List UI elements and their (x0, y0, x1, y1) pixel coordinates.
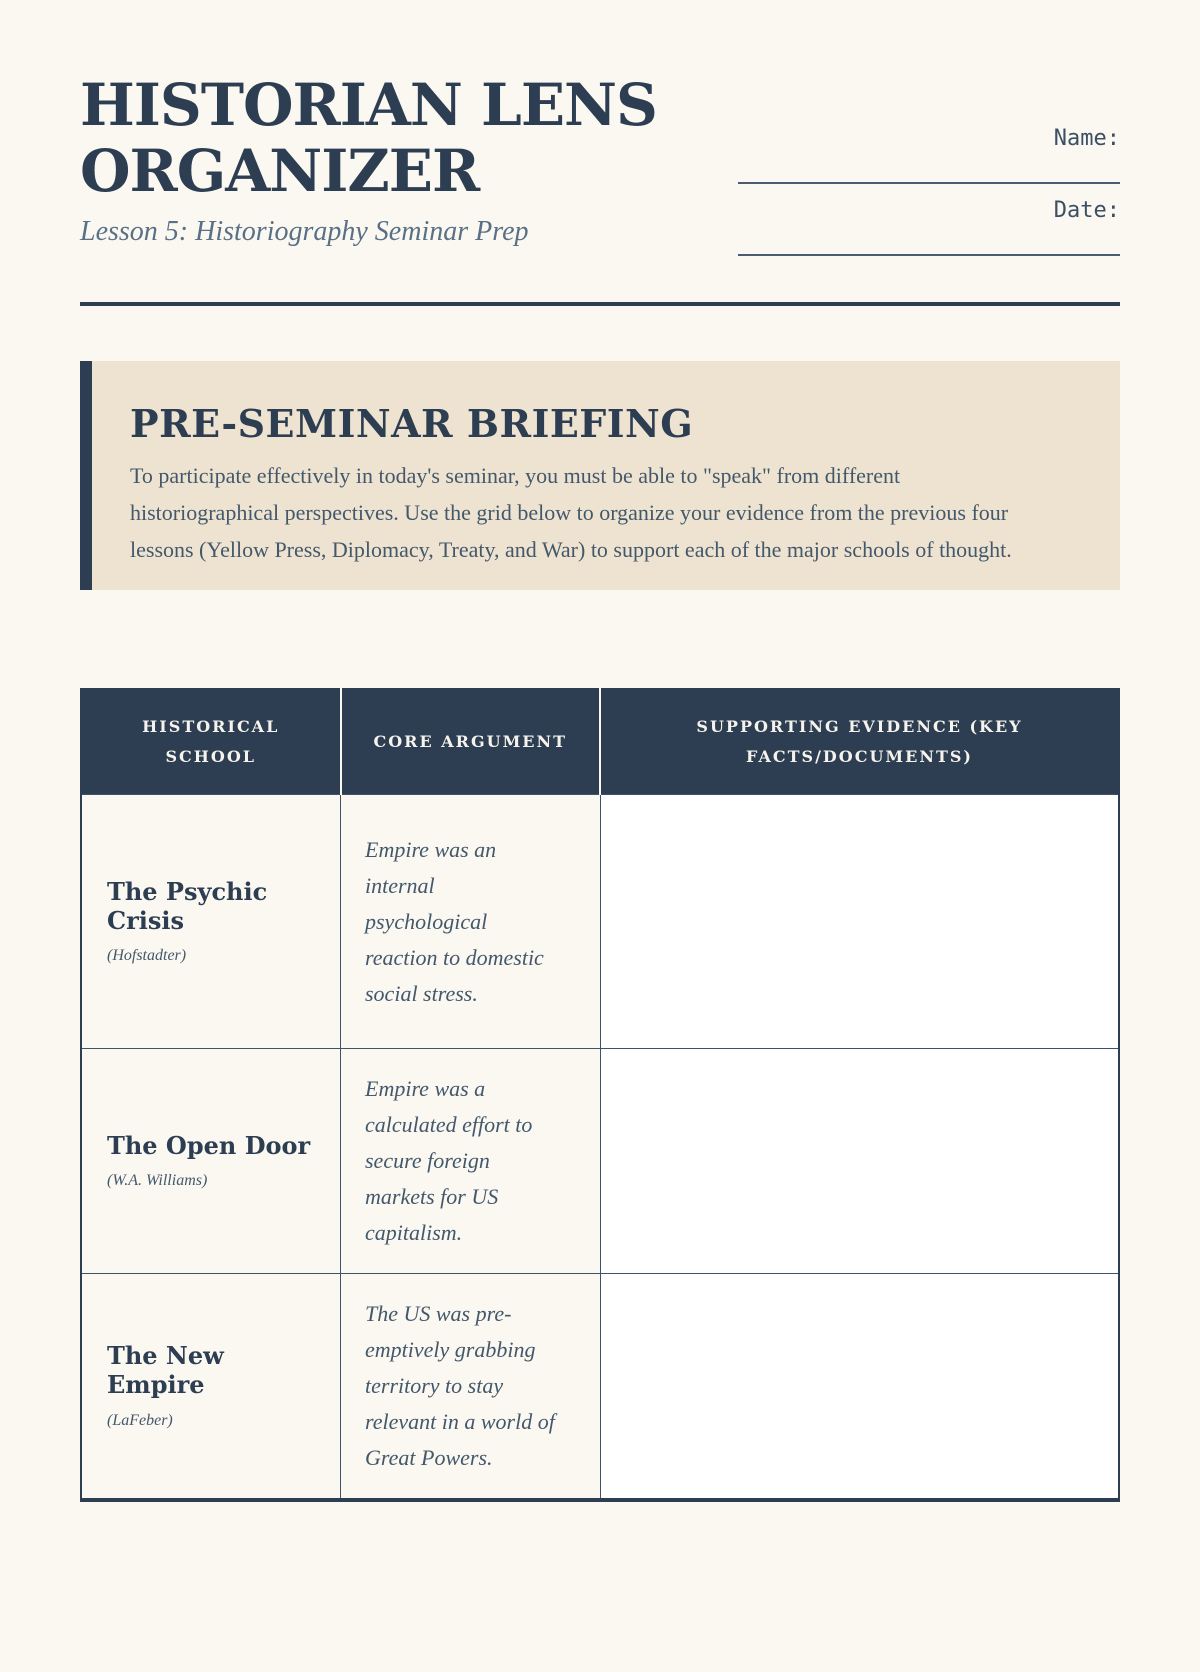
argument-text: Empire was an internal psychological reaction to domestic social stress. (365, 836, 544, 1006)
school-attribution: (Hofstadter) (107, 947, 187, 965)
date-label: Date: (1053, 198, 1120, 223)
name-label: Name: (1053, 126, 1120, 151)
date-fill-line[interactable] (738, 254, 1120, 256)
briefing-heading: PRE-SEMINAR BRIEFING (130, 401, 694, 446)
table-header-row (81, 689, 1119, 795)
table-row (81, 1049, 1119, 1274)
date-field (738, 200, 1120, 256)
school-cell (81, 1049, 341, 1274)
briefing-accent-bar (80, 361, 92, 590)
school-name: The Open Door (107, 1130, 311, 1160)
header (80, 72, 1120, 256)
argument-cell (341, 1049, 601, 1274)
title-block (80, 72, 738, 248)
evidence-cell[interactable] (600, 1049, 1119, 1274)
argument-cell (341, 795, 601, 1049)
school-attribution: (W.A. Williams) (107, 1172, 208, 1190)
page-title: HISTORIAN LENS ORGANIZER (80, 71, 657, 205)
col-header-historical-school: HISTORICAL SCHOOL (81, 689, 341, 795)
argument-text: Empire was a calculated effort to secure foreign markets for US capitalism. (365, 1076, 533, 1246)
school-name: The Psychic Crisis (107, 876, 268, 935)
page-subtitle: Lesson 5: Historiography Seminar Prep (80, 216, 529, 247)
table-row (81, 795, 1119, 1049)
briefing-box (80, 361, 1120, 590)
table-row (81, 1274, 1119, 1501)
worksheet-page (0, 72, 1200, 1672)
argument-cell (341, 1274, 601, 1501)
header-divider (80, 302, 1120, 306)
worksheet-table (80, 688, 1120, 1503)
name-field (738, 128, 1120, 184)
col-header-core-argument: CORE ARGUMENT (341, 689, 601, 795)
evidence-cell[interactable] (600, 795, 1119, 1049)
briefing-text: To participate effectively in today's seminar, you must be able to "speak" from different historiographical perspectives. Use the grid below to organize your evidence from the previous four lessons (Yellow Press, Diplomacy, Treaty, and War) to support each of the major schools of thought. (130, 462, 1012, 562)
briefing-body (92, 361, 1120, 590)
name-date-block (738, 72, 1120, 256)
col-header-supporting-evidence: SUPPORTING EVIDENCE (KEY FACTS/DOCUMENTS) (600, 689, 1119, 795)
evidence-cell[interactable] (600, 1274, 1119, 1501)
school-name: The New Empire (107, 1341, 224, 1400)
school-cell (81, 1274, 341, 1501)
name-fill-line[interactable] (738, 182, 1120, 184)
school-attribution: (LaFeber) (107, 1411, 173, 1429)
school-cell (81, 795, 341, 1049)
argument-text: The US was pre-emptively grabbing territory to stay relevant in a world of Great Powers. (365, 1301, 555, 1471)
